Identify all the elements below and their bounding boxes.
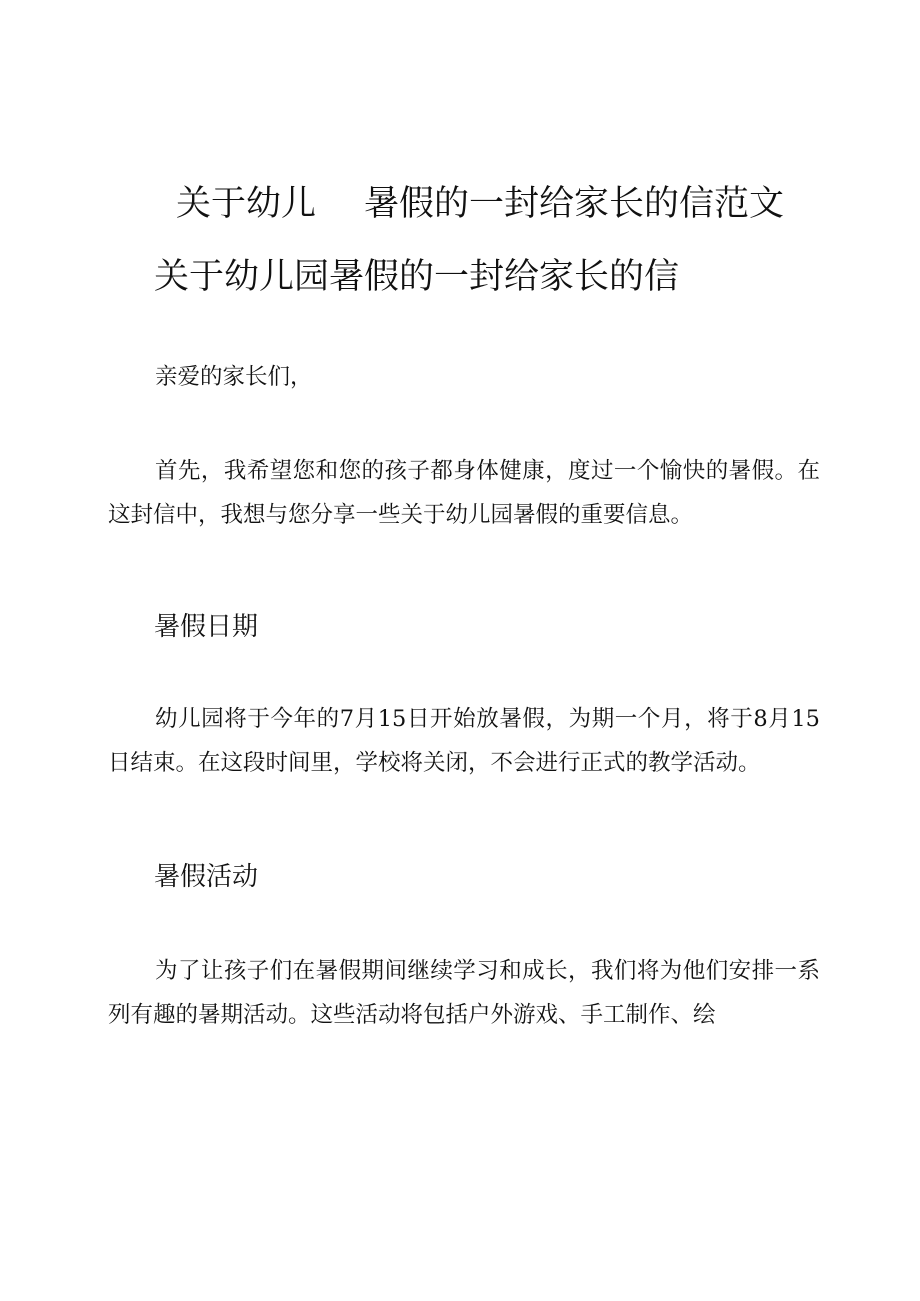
document-subtitle: 关于幼儿园暑假的一封给家长的信: [154, 257, 680, 297]
document-title-part-1: 关于幼儿: [176, 184, 317, 224]
section-heading-dates: 暑假日期: [154, 612, 259, 642]
section-body-activities: 为了让孩子们在暑假期间继续学习和成长，我们将为他们安排一系列有趣的暑期活动。这些活动将包括户外游戏、手工制作、绘: [108, 958, 820, 1028]
document-title: [176, 180, 784, 228]
section-body-dates: 幼儿园将于今年的7月15日开始放暑假，为期一个月，将于8月15日结束。在这段时间里，学校将关闭，不会进行正式的教学活动。: [108, 706, 820, 776]
section-heading-activities: 暑假活动: [154, 862, 259, 892]
document-title-part-2: 暑假的一封给家长的信范文: [364, 184, 785, 224]
greeting-paragraph: 亲爱的家长们，: [155, 364, 313, 390]
intro-paragraph: 首先，我希望您和您的孩子都身体健康，度过一个愉快的暑假。在这封信中，我想与您分享一些关于幼儿园暑假的重要信息。: [108, 458, 820, 528]
